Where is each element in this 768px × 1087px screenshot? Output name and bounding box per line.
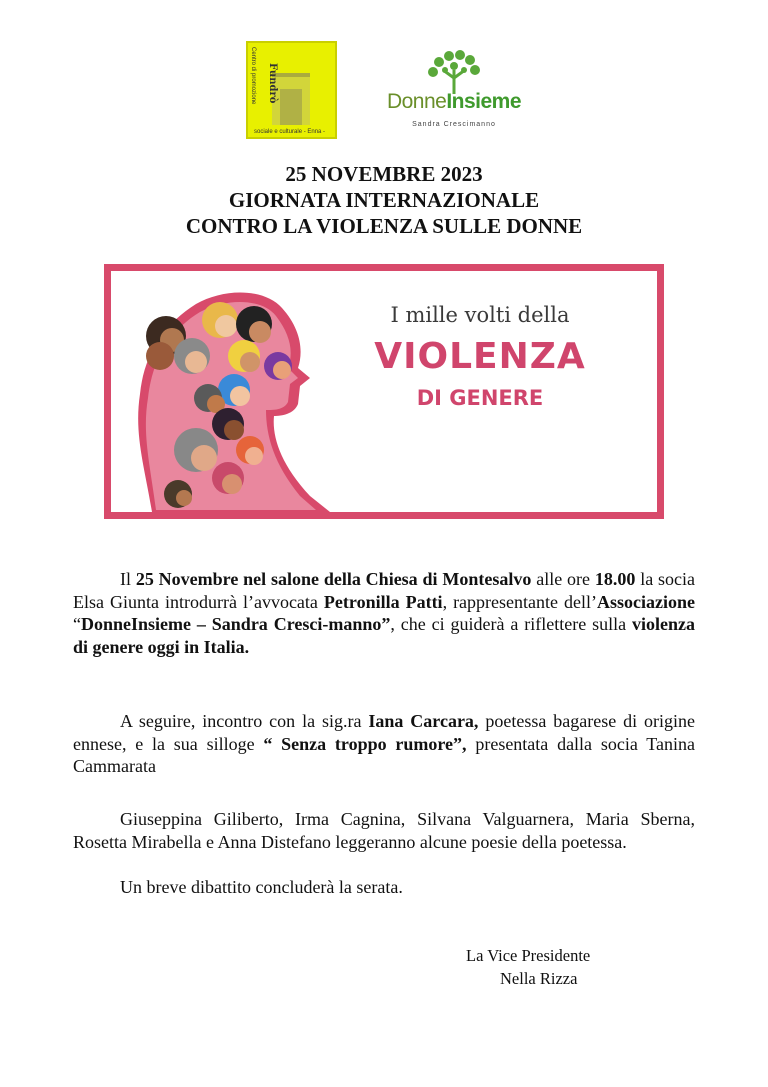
signature-role: La Vice Presidente [466,946,591,965]
heading-line2: GIORNATA INTERNAZIONALE [228,188,540,212]
signature-block [466,944,590,990]
brand-part1: Donne [386,90,447,113]
logo-left-bottom-text: sociale e culturale - Enna - [254,129,326,135]
banner-big-text: VIOLENZA [374,336,586,377]
p1-b1: 25 Novembre nel salone della Chiesa di Montesalvo [135,569,532,589]
logo-left-top-text: Fundrò [267,63,278,104]
p1-b6: violenza di genere oggi in Italia. [73,614,695,657]
banner-small-text: DI GENERE [416,386,544,410]
p1-t6: , che ci guiderà a riflettere sulla [390,614,632,634]
paragraph-4: Un breve dibattito concluderà la serata. [120,877,403,897]
p1-t3: la socia Elsa Giunta introdurrà l’avvocata [73,569,696,612]
heading-line3: CONTRO LA VIOLENZA SULLE DONNE [185,214,583,238]
donneinsieme-logo [383,48,525,134]
p1-b4: Associazione [597,591,695,612]
heading-line1: 25 NOVEMBRE 2023 [285,162,483,186]
p2-b2: “ Senza troppo rumore”, [263,733,467,754]
signature-name: Nella Rizza [500,969,578,988]
p2-t3: presentata dalla socia Tanina Cammarata [73,733,695,776]
p1-t2: alle ore [531,569,595,589]
p1-b2: 18.00 [594,569,636,589]
p2-t2: poetessa bagarese di origine ennese, e la sua silloge [73,711,695,754]
banner-title: I mille volti della [390,303,570,327]
paragraph-3: Giuseppina Giliberto, Irma Cagnina, Silvana Valguarnera, Maria Sberna, Rosetta Mirabella e Anna Distefano leggeranno alcune poesie della poetessa. [73,809,695,852]
paragraph-2 [73,710,695,778]
p1-b5: DonneInsieme – Sandra Cresci-manno” [81,614,391,634]
brand-part2: Insieme [446,90,522,113]
page-heading [0,161,768,239]
p1-t1: Il [120,569,136,589]
brand-subtitle: Sandra Crescimanno [412,121,496,128]
p1-b3: Petronilla Patti [323,591,443,612]
logo-left-vertical-text: Centro di promozione [250,47,256,105]
p1-t5: “ [73,614,81,634]
paragraph-1 [73,568,695,658]
fundro-logo [246,41,337,139]
donneinsieme-brand [383,90,525,114]
p1-t4: , rappresentante dell’ [442,591,597,612]
p2-b1: Iana Carcara, [368,711,479,731]
p2-t1: A seguire, incontro con la sig.ra [120,711,369,731]
